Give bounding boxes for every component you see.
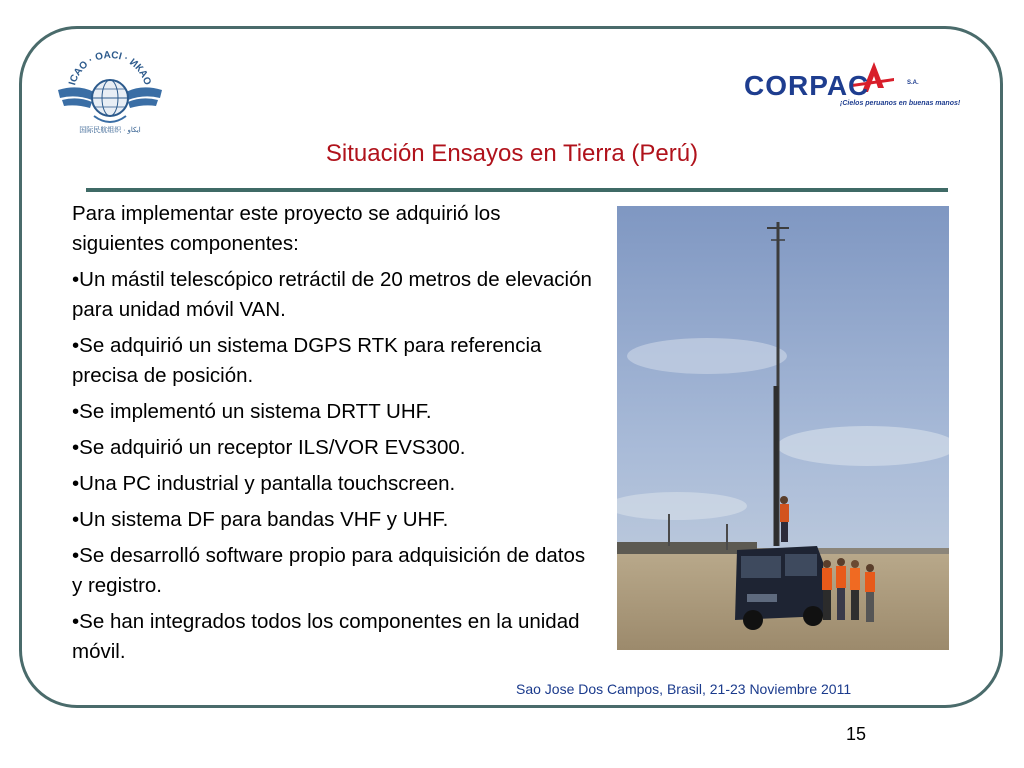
bullet-item: •Un sistema DF para bandas VHF y UHF. xyxy=(72,508,449,531)
corpac-tagline: ¡Cielos peruanos en buenas manos! xyxy=(840,100,961,107)
bullet-item: •Se adquirió un receptor ILS/VOR EVS300. xyxy=(72,436,466,459)
corpac-wordmark: CORPAC xyxy=(744,70,870,101)
icao-logo xyxy=(54,44,166,136)
page-number: 15 xyxy=(846,724,867,744)
slide-title: Situación Ensayos en Tierra (Perú) xyxy=(325,140,699,167)
bullet-item: •Un mástil telescópico retráctil de 20 metros de elevación para unidad móvil VAN. xyxy=(72,268,592,321)
title-divider xyxy=(86,188,948,192)
svg-text:国际民航组织 · ايكاو: 国际民航组织 · ايكاو xyxy=(79,127,141,134)
bullet-item: •Una PC industrial y pantalla touchscreen. xyxy=(72,472,456,495)
bullet-item: •Se adquirió un sistema DGPS RTK para referencia precisa de posición. xyxy=(72,334,542,387)
icao-logo-text: ICAO · OACI · ИКАО xyxy=(67,49,153,87)
footer-event-note: Sao Jose Dos Campos, Brasil, 21-23 Noviembre 2011 xyxy=(516,681,852,697)
bullet-item: •Se han integrados todos los componentes en la unidad móvil. xyxy=(72,610,580,663)
corpac-logo xyxy=(744,58,962,114)
intro-paragraph: Para implementar este proyecto se adquirió los siguientes componentes: xyxy=(72,202,501,255)
corpac-sa-label: S.A. xyxy=(907,80,919,86)
mast-van-photo xyxy=(617,206,949,650)
bullet-item: •Se desarrolló software propio para adquisición de datos y registro. xyxy=(72,544,586,597)
body-text xyxy=(72,199,592,673)
bullet-item: •Se implementó un sistema DRTT UHF. xyxy=(72,400,432,423)
